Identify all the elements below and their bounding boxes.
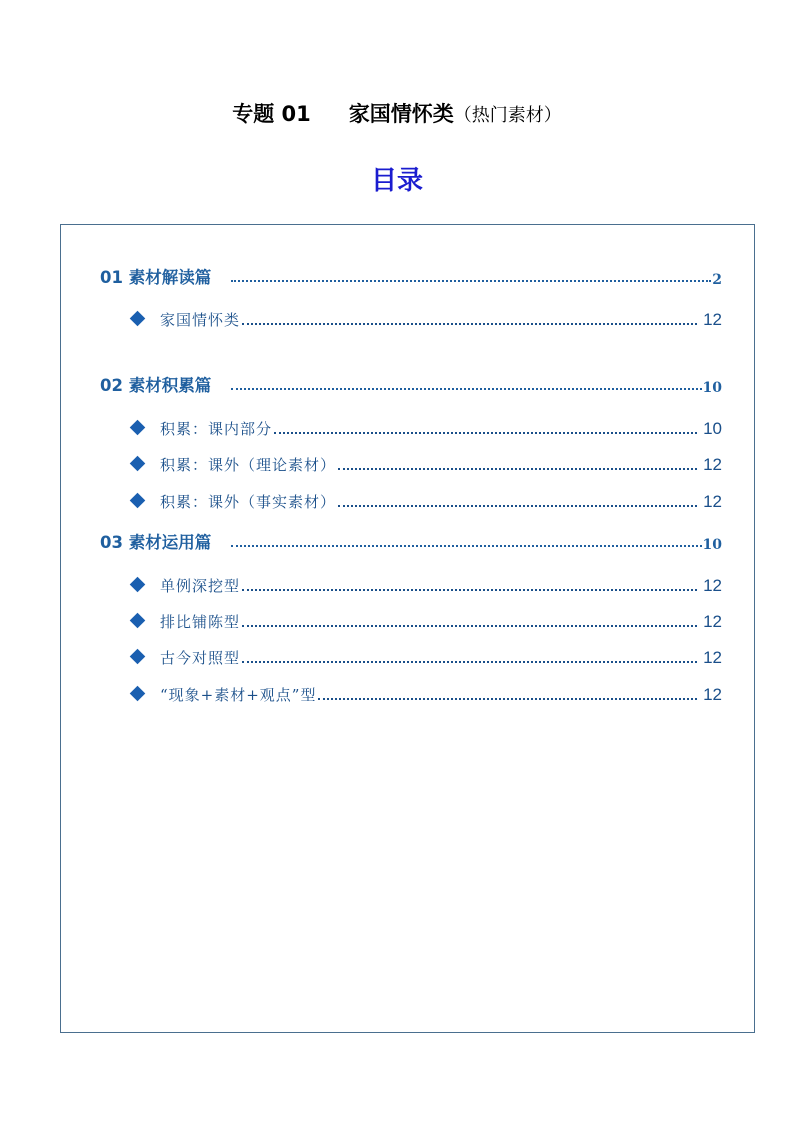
toc-item-page: 12 [703,648,722,667]
diamond-bullet-icon [130,420,146,436]
diamond-bullet-icon [130,493,146,509]
toc-item-label: 古今对照型 [160,649,241,667]
dot-leader [231,545,701,547]
dot-leader [242,625,697,627]
toc-item-page: 12 [703,455,722,474]
toc-item[interactable] [130,488,722,512]
toc-item-label: 积累：课外（理论素材） [160,456,337,474]
toc-item-label: 单例深挖型 [160,577,241,595]
toc-item[interactable] [130,608,722,632]
toc-item-label: 排比铺陈型 [160,613,241,631]
toc-section-03[interactable] [100,529,722,553]
document-title [0,98,794,128]
toc-item-page: 12 [703,492,722,511]
toc-item-label: 积累：课内部分 [160,420,273,438]
diamond-bullet-icon [130,456,146,472]
dot-leader [242,661,697,663]
toc-section-02[interactable] [100,372,722,396]
title-suffix: （热门素材） [453,105,562,126]
toc-item[interactable] [130,306,722,330]
toc-item[interactable] [130,644,722,668]
toc-item[interactable] [130,681,722,705]
toc-item-label: 积累：课外（事实素材） [160,493,337,511]
toc-section-page: 10 [702,380,722,396]
dot-leader [338,468,697,470]
dot-leader [231,280,711,282]
diamond-bullet-icon [130,686,146,702]
title-main: 专题 01 [232,102,311,126]
toc-item-label: “现象+素材+观点”型 [160,686,317,704]
toc-item[interactable] [130,572,722,596]
dot-leader [242,589,697,591]
diamond-bullet-icon [130,577,146,593]
dot-leader [242,323,697,325]
diamond-bullet-icon [130,311,146,327]
toc-section-label: 02 素材积累篇 [100,376,212,395]
dot-leader [318,698,697,700]
toc-section-label: 01 素材解读篇 [100,268,212,287]
dot-leader [231,388,701,390]
diamond-bullet-icon [130,613,146,629]
title-topic: 家国情怀类 [348,102,454,126]
toc-section-01[interactable] [100,264,722,288]
toc-item-page: 12 [703,612,722,631]
dot-leader [274,432,697,434]
toc-section-page: 2 [712,272,722,288]
toc-section-label: 03 素材运用篇 [100,533,212,552]
toc-item[interactable] [130,451,722,475]
toc-item-page: 12 [703,310,722,329]
toc-item-label: 家国情怀类 [160,311,241,329]
toc-item-page: 12 [703,576,722,595]
diamond-bullet-icon [130,649,146,665]
toc-section-page: 10 [702,537,722,553]
toc-item[interactable] [130,415,722,439]
toc-item-page: 12 [703,685,722,704]
dot-leader [338,505,697,507]
toc-heading: 目录 [370,166,423,196]
toc-item-page: 10 [703,419,722,438]
